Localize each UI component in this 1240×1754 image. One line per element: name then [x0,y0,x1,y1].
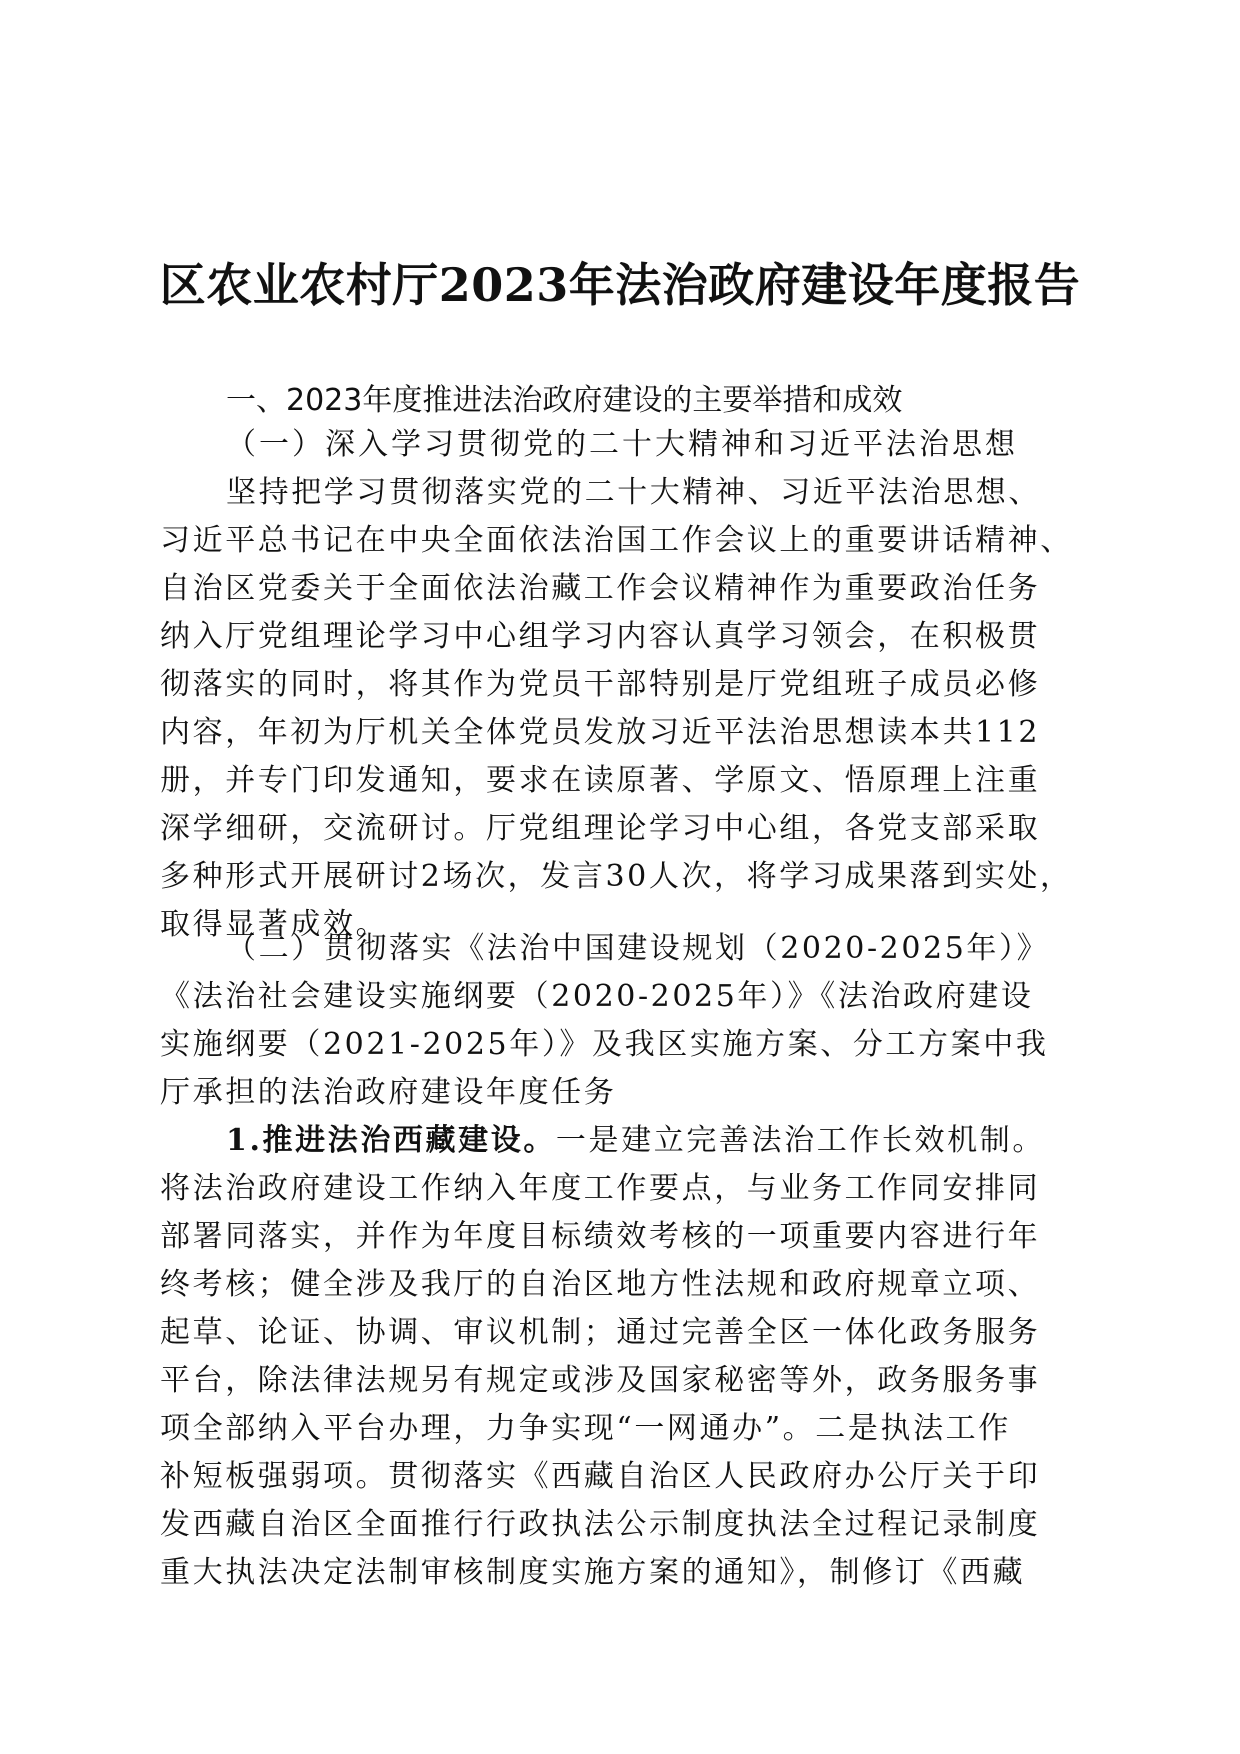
section-1-heading: 一、2023年度推进法治政府建设的主要举措和成效 [226,383,903,418]
document-title: 区农业农村厅2023年法治政府建设年度报告 [159,258,1081,312]
item-1-first-line-text: 一是建立完善法治工作长效机制。 [555,1123,1045,1158]
paragraph-line: 重大执法决定法制审核制度实施方案的通知》，制修订《西藏 [160,1555,1026,1590]
paragraph-line: 平台，除法律法规另有规定或涉及国家秘密等外，政务服务事 [160,1363,1041,1398]
paragraph-line: 彻落实的同时，将其作为党员干部特别是厅党组班子成员必修 [160,667,1041,702]
paragraph-line: 深学细研，交流研讨。厅党组理论学习中心组，各党支部采取 [160,811,1041,846]
paragraph-line: 发西藏自治区全面推行行政执法公示制度执法全过程记录制度 [160,1507,1041,1542]
paragraph-line: 补短板强弱项。贯彻落实《西藏自治区人民政府办公厅关于印 [160,1459,1041,1494]
item-1-first-line [160,1117,1100,1165]
paragraph-line: 习近平总书记在中央全面依法治国工作会议上的重要讲话精神、 [160,523,1073,558]
paragraph-line: 起草、论证、协调、审议机制；通过完善全区一体化政务服务 [160,1315,1041,1350]
paragraph-line: 内容，年初为厅机关全体党员发放习近平法治思想读本共112 [160,715,1041,750]
paragraph-line: 取得显著成效。 [160,907,389,942]
paragraph-line: 将法治政府建设工作纳入年度工作要点，与业务工作同安排同 [160,1171,1041,1206]
subsection-2-line: 厅承担的法治政府建设年度任务 [160,1075,617,1110]
subsection-2-heading [160,925,1100,1117]
item-1-bold-heading: 1.推进法治西藏建设。 [226,1123,556,1158]
subsection-2-line: 实施纲要（2021-2025年）》及我区实施方案、分工方案中我 [160,1027,1049,1062]
paragraph-line: 多种形式开展研讨2场次，发言30人次，将学习成果落到实处， [160,859,1073,894]
paragraph-line: 坚持把学习贯彻落实党的二十大精神、习近平法治思想、 [226,475,1041,510]
paragraph-1 [160,469,1100,949]
paragraph-line: 自治区党委关于全面依法治藏工作会议精神作为重要政治任务 [160,571,1041,606]
paragraph-line: 终考核；健全涉及我厅的自治区地方性法规和政府规章立项、 [160,1267,1041,1302]
paragraph-line: 纳入厅党组理论学习中心组学习内容认真学习领会，在积极贯 [160,619,1041,654]
subsection-1-heading: （一）深入学习贯彻党的二十大精神和习近平法治思想 [226,427,1018,462]
item-1-paragraph [160,1117,1100,1597]
paragraph-line: 册，并专门印发通知，要求在读原著、学原文、悟原理上注重 [160,763,1041,798]
paragraph-line: 部署同落实，并作为年度目标绩效考核的一项重要内容进行年 [160,1219,1041,1254]
subsection-2-line: （二）贯彻落实《法治中国建设规划（2020-2025年）》 [226,931,1050,966]
subsection-2-line: 《法治社会建设实施纲要（2020-2025年）》《法治政府建设 [160,979,1034,1014]
paragraph-line: 项全部纳入平台办理，力争实现“一网通办”。二是执法工作 [160,1411,1011,1446]
